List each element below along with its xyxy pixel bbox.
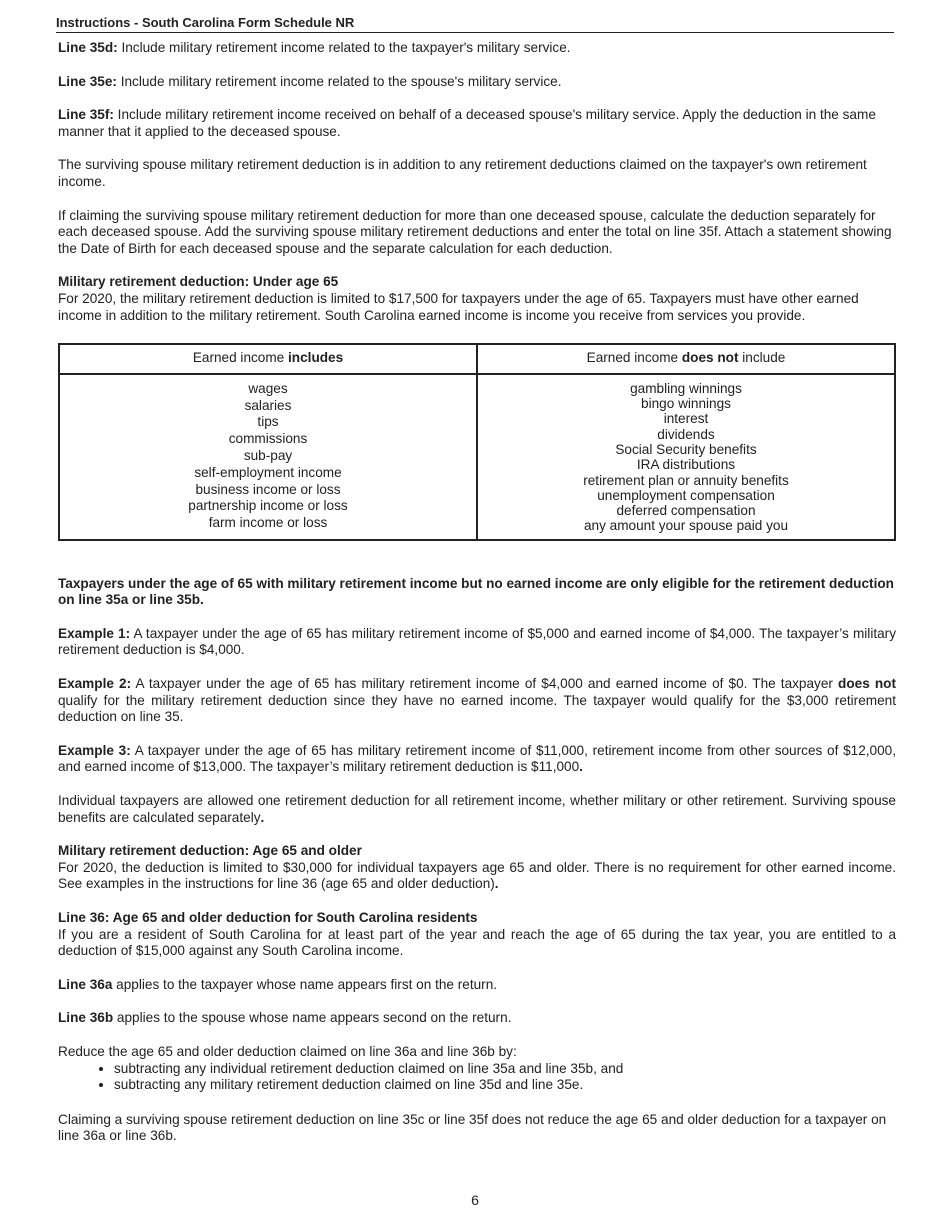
- example-3-text: A taxpayer under the age of 65 has military retirement income of $11,000, retirement income from other sources of $12,000, and earned income of $13,000. The taxpayer’s military retirement deduction is $11,000: [58, 742, 897, 775]
- line-35e-text: Include military retirement income related to the spouse's military service.: [116, 73, 562, 89]
- no-earned-income-note: Taxpayers under the age of 65 with military retirement income but no earned income are only eligible for the retirement deduction on line 35a or line 35b.: [58, 575, 894, 608]
- line-35f-text: Include military retirement income received on behalf of a deceased spouse's military service. Apply the deduction in the same manner that it applied to the deceased spouse.: [58, 107, 876, 139]
- list-item: bingo winnings: [641, 396, 731, 412]
- age-65-text-wrap: [58, 860, 896, 893]
- age-65-section: [58, 843, 896, 893]
- line-35d-text: Include military retirement income related to the taxpayer's military service.: [117, 40, 571, 55]
- individual-note-text: Individual taxpayers are allowed one retirement deduction for all retirement income, whether military or other retirement. Surviving spouse benefits are calculated separately: [58, 793, 896, 825]
- list-item: • subtracting any individual retirement deduction claimed on line 35a and line 35b, and: [114, 1061, 896, 1078]
- list-item: deferred compensation: [616, 503, 756, 519]
- example-2-label: Example 2:: [58, 676, 132, 692]
- includes-list: [59, 374, 477, 540]
- example-1: [58, 626, 896, 659]
- list-item: IRA distributions: [636, 457, 736, 473]
- example-2-text-b: qualify for the military retirement deduction since they have no earned income. The taxpayer would qualify for the $3,000 retirement deduction on line 35.: [58, 692, 896, 725]
- line-35d-label: Line 35d:: [58, 40, 118, 55]
- example-2-text-a: A taxpayer under the age of 65 has military retirement income of $4,000 and earned income of $0. The taxpayer: [131, 676, 839, 692]
- closing-note: Claiming a surviving spouse retirement deduction on line 35c or line 35f does not reduce the age 65 and older deduction for a taxpayer on line 36a or line 36b.: [58, 1111, 887, 1144]
- line-35e-label: Line 35e:: [58, 73, 117, 89]
- example-2-bold: does not: [838, 676, 897, 692]
- table-header-row: [59, 344, 895, 374]
- list-item: • subtracting any military retirement deduction claimed on line 35d and line 35e.: [114, 1077, 896, 1094]
- page-header: Instructions - South Carolina Form Schedule NR: [56, 15, 894, 33]
- excludes-header-prefix: Earned income: [586, 350, 682, 366]
- line-36b-paragraph: [58, 1010, 896, 1027]
- list-item: wages: [248, 380, 288, 396]
- list-item: sub-pay: [243, 447, 293, 463]
- list-item: any amount your spouse paid you: [583, 518, 789, 534]
- under-65-section: [58, 274, 896, 324]
- page-content: [58, 40, 896, 1162]
- excludes-header-bold: does not: [681, 350, 739, 366]
- multiple-spouse-note: If claiming the surviving spouse military retirement deduction for more than one deceased spouse, calculate the deduction separately for each deceased spouse. Add the surviving spouse military retirement deductions and enter the total on line 35f. Attach a statement showing the Date of Birth for each deceased spouse and the separate calculation for each deduction.: [58, 207, 892, 256]
- list-item: farm income or loss: [208, 515, 328, 531]
- line-35f-paragraph: [58, 107, 896, 140]
- reduce-section: [58, 1044, 896, 1094]
- list-item: unemployment compensation: [597, 487, 775, 503]
- list-item: tips: [257, 414, 279, 430]
- list-item: business income or loss: [195, 481, 341, 497]
- individual-note: [58, 793, 896, 826]
- line-35d-paragraph: [58, 40, 896, 57]
- excludes-header-suffix: include: [738, 350, 786, 366]
- table-body-row: [59, 374, 895, 540]
- age-65-heading: Military retirement deduction: Age 65 and older: [58, 843, 362, 859]
- list-item: dividends: [657, 426, 715, 442]
- list-item: salaries: [244, 397, 292, 413]
- line-36-heading: Line 36: Age 65 and older deduction for South Carolina residents: [58, 910, 478, 925]
- individual-note-end: .: [260, 809, 265, 825]
- list-item: partnership income or loss: [188, 498, 348, 514]
- list-item: self-employment income: [194, 464, 342, 480]
- line-35f-label: Line 35f:: [58, 107, 114, 123]
- list-item: retirement plan or annuity benefits: [583, 472, 789, 488]
- list-item: Social Security benefits: [615, 441, 757, 457]
- under-65-heading: Military retirement deduction: Under age 65: [58, 274, 339, 290]
- example-1-text: A taxpayer under the age of 65 has military retirement income of $5,000 and earned income of $4,000. The taxpayer’s military retirement deduction is $4,000.: [58, 625, 896, 658]
- example-3: [58, 743, 896, 776]
- includes-header-bold: includes: [288, 350, 344, 366]
- includes-header-prefix: Earned income: [192, 350, 289, 366]
- reduce-intro: Reduce the age 65 and older deduction claimed on line 36a and line 36b by:: [58, 1043, 517, 1059]
- example-3-label: Example 3:: [58, 742, 131, 758]
- excludes-list: [477, 374, 895, 540]
- line-36a-label: Line 36a: [58, 976, 113, 992]
- example-3-end: .: [579, 759, 583, 775]
- list-item: commissions: [228, 431, 308, 447]
- example-1-label: Example 1:: [58, 625, 131, 641]
- example-2: [58, 676, 896, 726]
- line-36a-paragraph: [58, 977, 896, 994]
- line-35e-paragraph: [58, 74, 896, 91]
- age-65-end: .: [494, 876, 499, 892]
- page-number: 6: [471, 1192, 479, 1208]
- earned-income-table: [58, 343, 896, 541]
- excludes-header: [477, 344, 895, 374]
- line-36-section: [58, 910, 896, 960]
- age-65-text: For 2020, the deduction is limited to $30,000 for individual taxpayers age 65 and older. There is no requirement for other earned income. See examples in the instructions for line 36 (age 65 and older deduction): [58, 859, 896, 892]
- surviving-spouse-note: The surviving spouse military retirement deduction is in addition to any retirement deductions claimed on the taxpayer's own retirement income.: [58, 157, 867, 189]
- line-36b-text: applies to the spouse whose name appears second on the return.: [113, 1010, 512, 1026]
- under-65-text: For 2020, the military retirement deduction is limited to $17,500 for taxpayers under the age of 65. Taxpayers must have other earned income in addition to the military retirement. South Carolina earned income is income you receive from services you provide.: [58, 290, 859, 323]
- list-item: interest: [663, 411, 709, 427]
- line-36a-text: applies to the taxpayer whose name appears first on the return.: [112, 976, 498, 992]
- line-36b-label: Line 36b: [58, 1010, 114, 1026]
- line-36-text: If you are a resident of South Carolina for at least part of the year and reach the age of 65 during the tax year, you are entitled to a deduction of $15,000 against any South Carolina income.: [58, 926, 896, 959]
- list-item: gambling winnings: [630, 380, 742, 396]
- includes-header: [59, 344, 477, 374]
- reduce-bullet-list: [58, 1061, 896, 1094]
- earned-income-table-wrap: [58, 343, 896, 541]
